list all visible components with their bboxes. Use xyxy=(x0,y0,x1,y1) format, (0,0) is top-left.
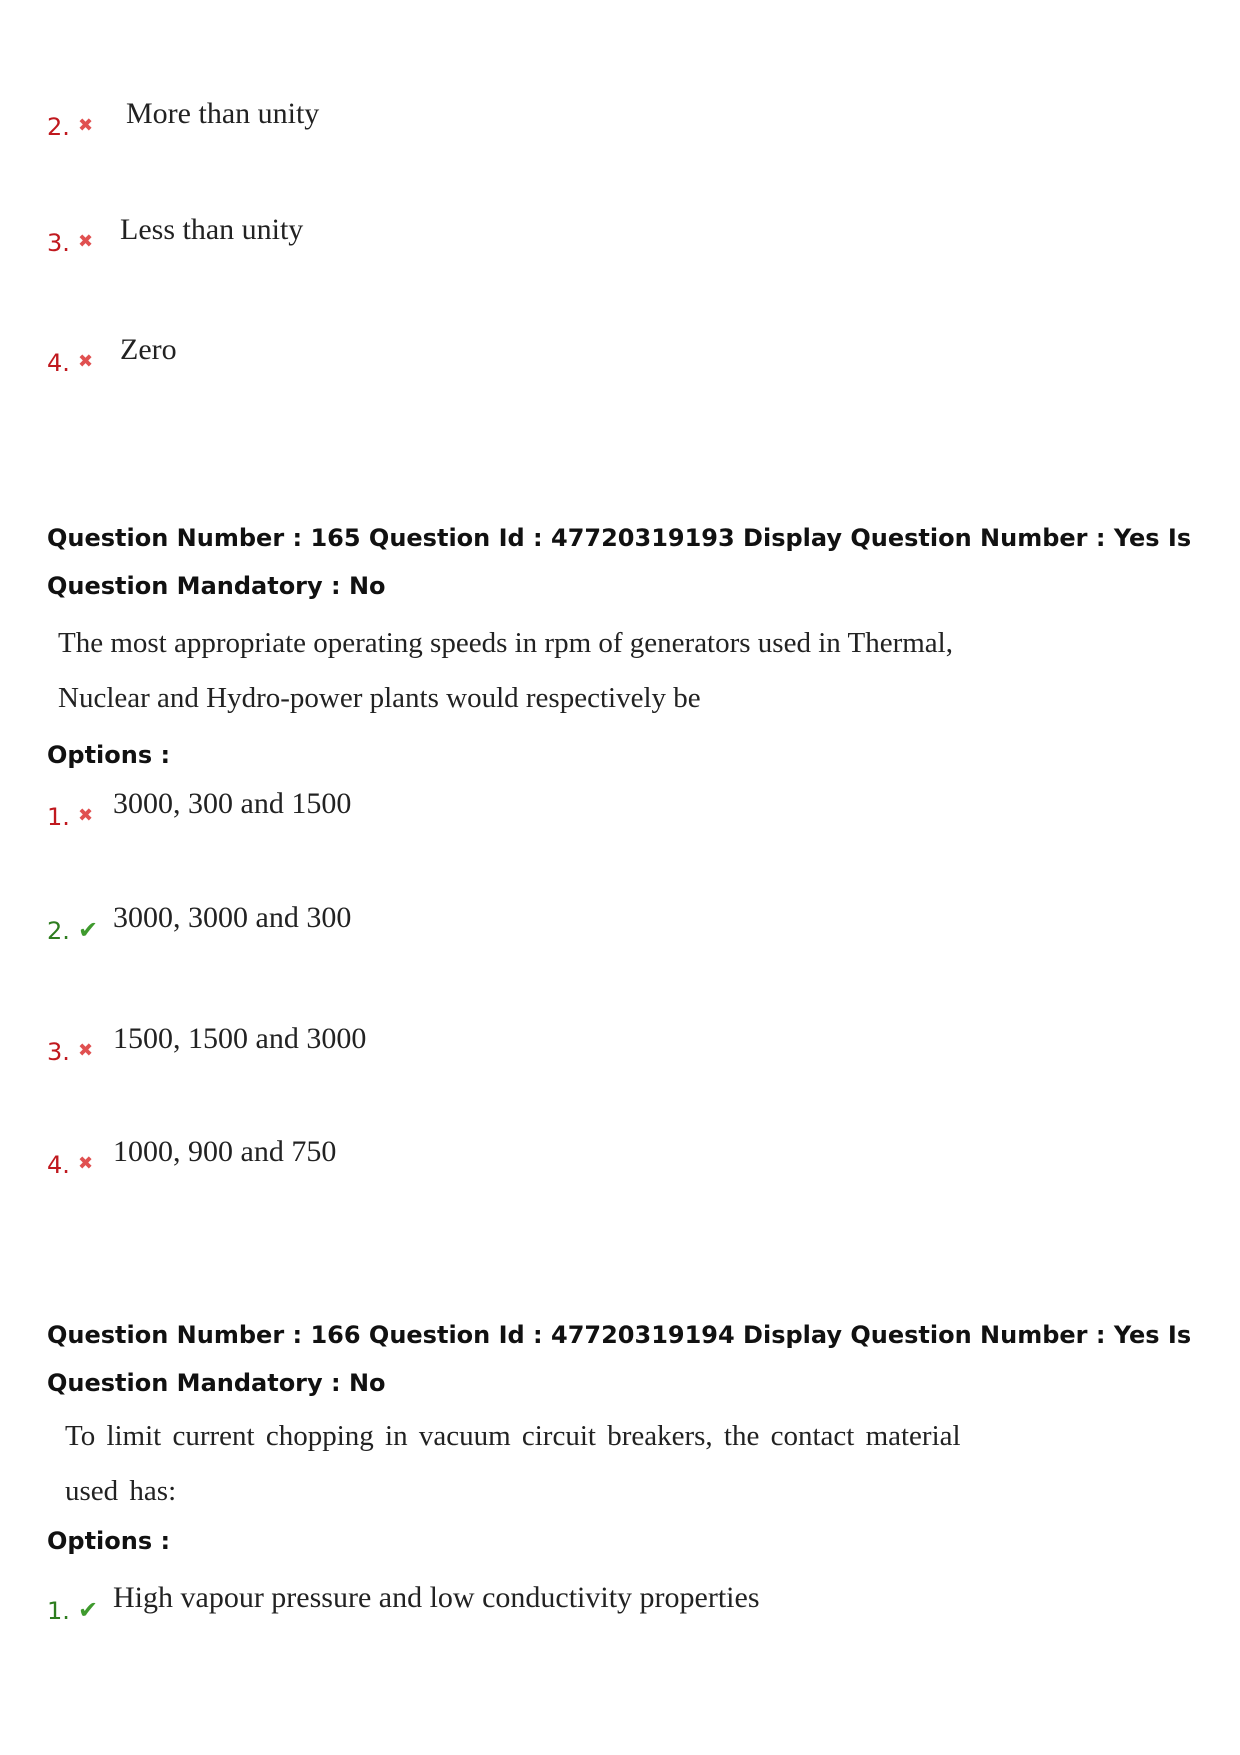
option-number: 2. xyxy=(47,917,70,945)
option-row xyxy=(0,1580,1240,1640)
cross-icon: ✖ xyxy=(78,115,94,136)
option-row xyxy=(0,1021,1240,1081)
cross-icon: ✖ xyxy=(78,805,94,826)
option-number: 1. xyxy=(47,803,70,831)
question-header: Question Number : 165 Question Id : 47720319193 Display Question Number : Yes Is Question Mandatory : No xyxy=(47,524,1192,600)
option-row xyxy=(0,332,1240,392)
option-number: 4. xyxy=(47,1151,70,1179)
option-number: 1. xyxy=(47,1597,70,1625)
option-text: 3000, 3000 and 300 xyxy=(113,901,352,934)
option-text: Less than unity xyxy=(120,213,304,246)
option-text: 1000, 900 and 750 xyxy=(113,1135,337,1168)
check-icon: ✔ xyxy=(78,1596,99,1624)
question-text: The most appropriate operating speeds in rpm of generators used in Thermal, Nuclear and Hydro-power plants would respectively be xyxy=(58,627,953,714)
check-icon: ✔ xyxy=(78,916,99,944)
cross-icon: ✖ xyxy=(78,231,94,252)
option-number: 2. xyxy=(47,113,70,141)
option-row xyxy=(0,212,1240,272)
option-text: Zero xyxy=(120,333,177,366)
options-label: Options : xyxy=(47,1527,171,1555)
option-text: 3000, 300 and 1500 xyxy=(113,787,352,820)
cross-icon: ✖ xyxy=(78,351,94,372)
option-text: High vapour pressure and low conductivity properties xyxy=(113,1581,760,1614)
option-text: More than unity xyxy=(126,97,320,130)
option-row xyxy=(0,1134,1240,1194)
option-row xyxy=(0,96,1240,156)
option-number: 4. xyxy=(47,349,70,377)
option-row xyxy=(0,786,1240,846)
option-text: 1500, 1500 and 3000 xyxy=(113,1022,367,1055)
question-text: To limit current chopping in vacuum circuit breakers, the contact material used has: xyxy=(65,1420,961,1507)
question-header: Question Number : 166 Question Id : 47720319194 Display Question Number : Yes Is Question Mandatory : No xyxy=(47,1321,1192,1397)
cross-icon: ✖ xyxy=(78,1153,94,1174)
cross-icon: ✖ xyxy=(78,1040,94,1061)
option-number: 3. xyxy=(47,229,70,257)
option-number: 3. xyxy=(47,1038,70,1066)
options-label: Options : xyxy=(47,741,171,769)
option-row xyxy=(0,900,1240,960)
